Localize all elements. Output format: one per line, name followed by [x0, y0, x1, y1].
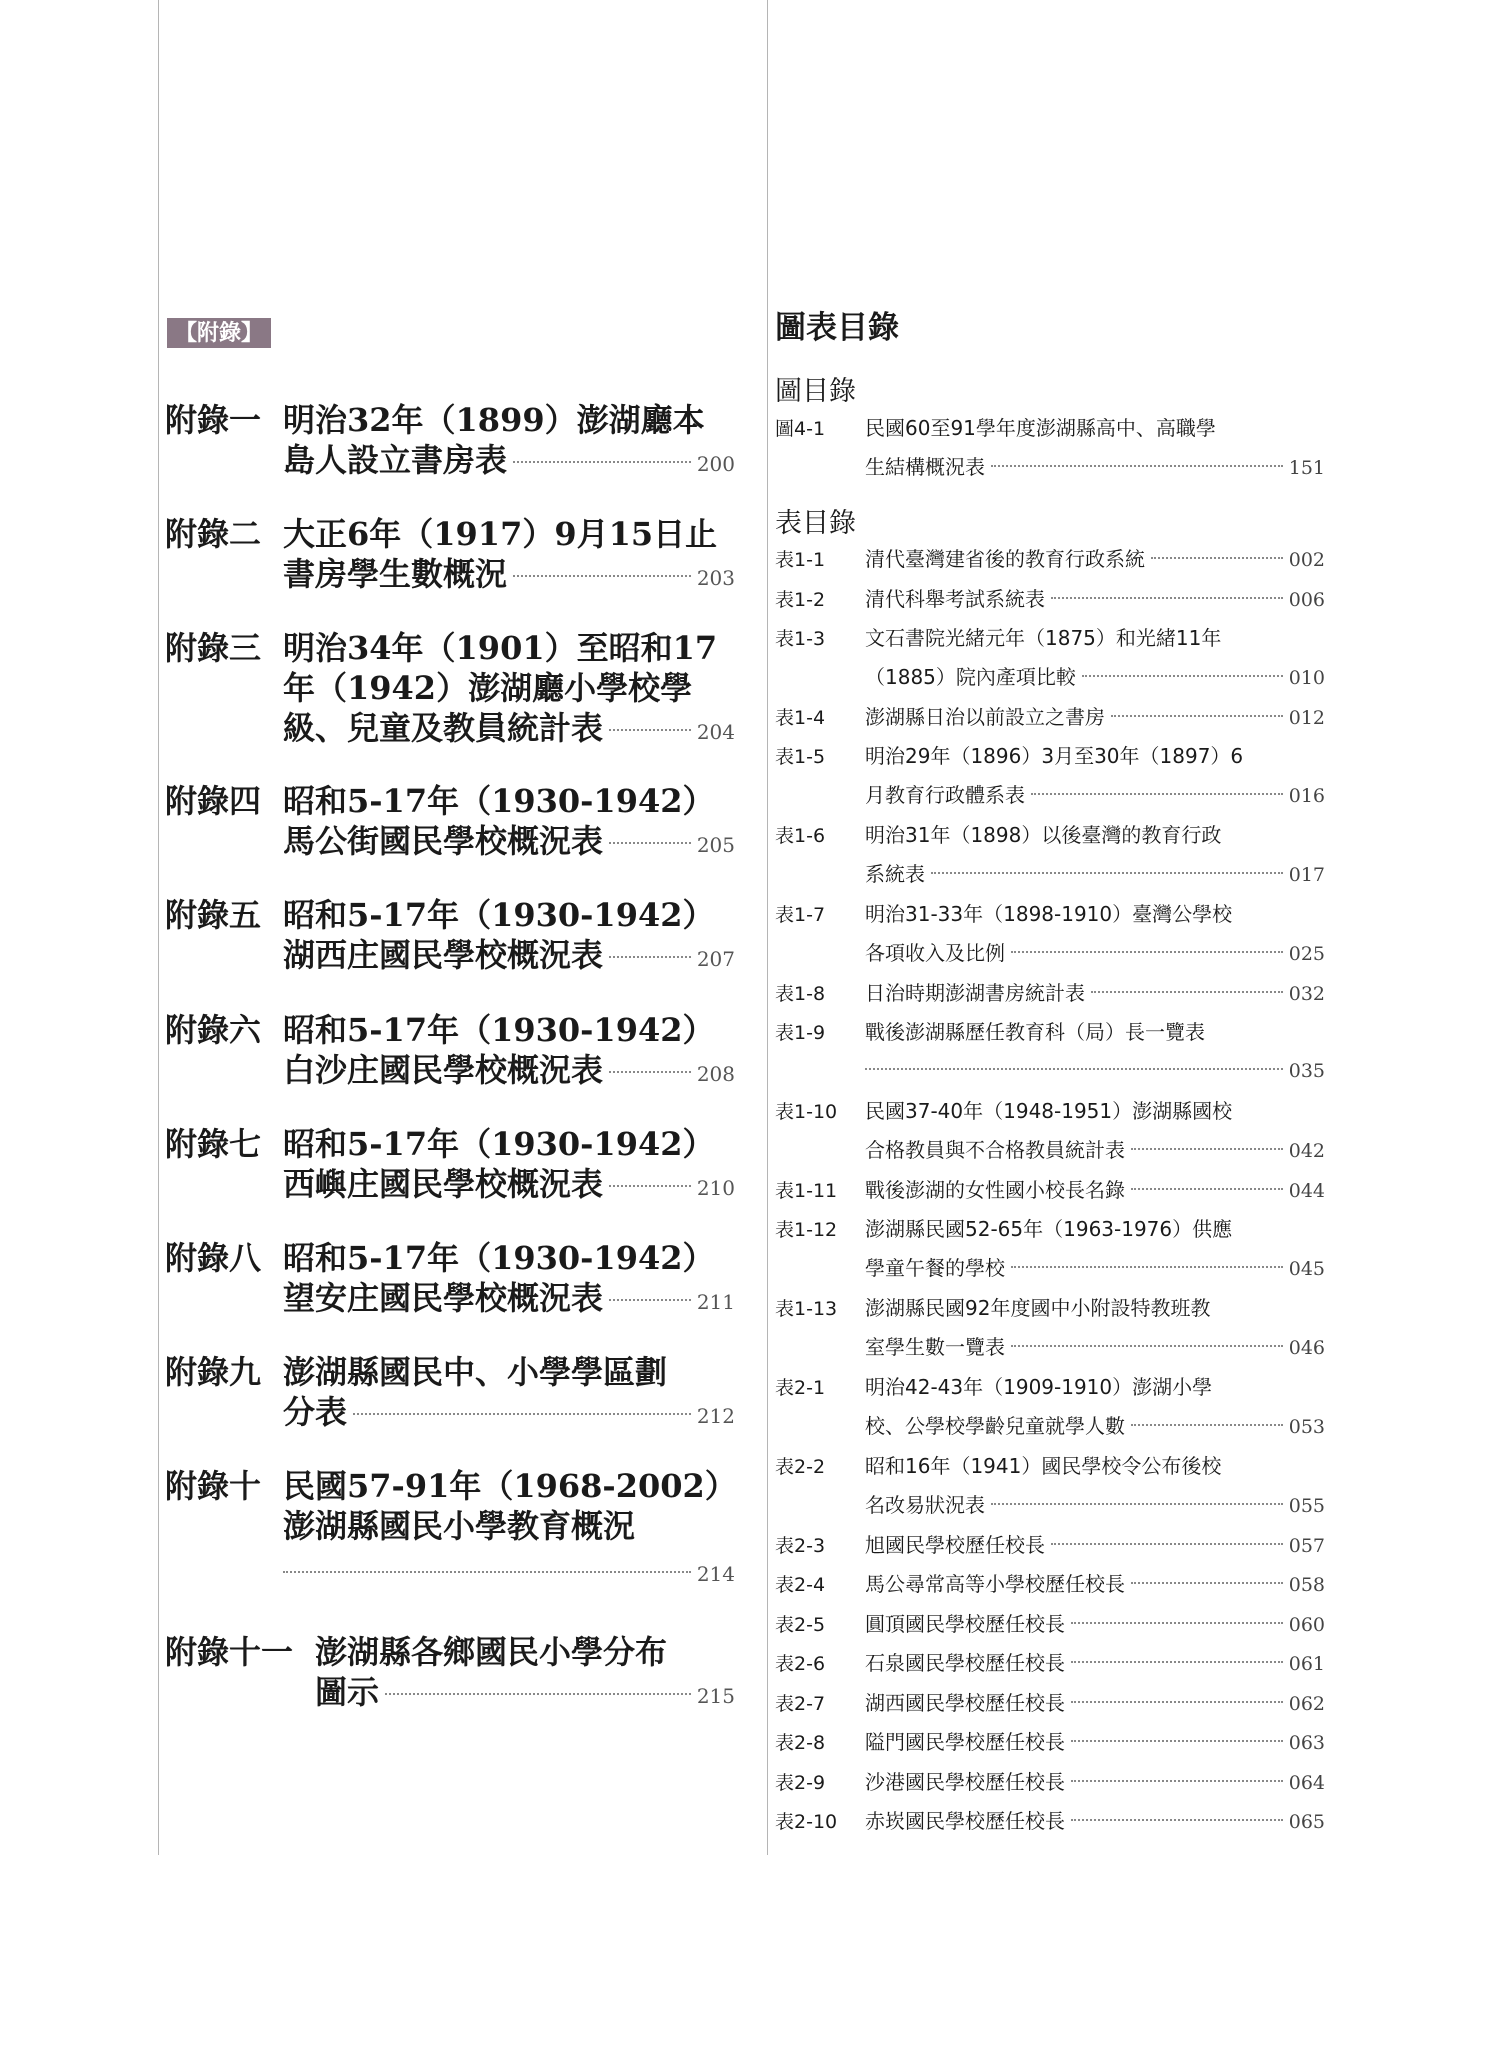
- entry-title-cont: 月教育行政體系表: [865, 783, 1025, 807]
- appendix-title-cont: 分表: [283, 1393, 348, 1431]
- appendix-entry[interactable]: [165, 1352, 735, 1436]
- toc-entry[interactable]: [775, 409, 1325, 449]
- figures-heading: 圖目錄: [775, 376, 856, 407]
- entry-title: 明治29年（1896）3月至30年（1897）6: [865, 744, 1244, 768]
- appendix-entry[interactable]: [165, 895, 735, 979]
- toc-entry[interactable]: [775, 1565, 1325, 1605]
- page-number: 010: [1288, 667, 1325, 689]
- appendix-title: 昭和5-17年（1930-1942）: [283, 782, 715, 820]
- toc-entry[interactable]: [775, 895, 1325, 935]
- entry-number: 表1-12: [775, 1219, 838, 1241]
- entry-title-cont: 合格教員與不合格教員統計表: [865, 1138, 1125, 1162]
- entry-title: 旭國民學校歷任校長: [865, 1533, 1045, 1557]
- entry-title: 澎湖縣日治以前設立之書房: [865, 705, 1105, 729]
- entry-title-cont: （1885）院內產項比較: [865, 665, 1076, 689]
- entry-number: 表2-3: [775, 1535, 826, 1557]
- page-number: 055: [1288, 1495, 1325, 1517]
- dot-leader: [1051, 1543, 1283, 1545]
- page-number: 017: [1288, 864, 1325, 886]
- page-number: 035: [1288, 1060, 1325, 1082]
- dot-leader: [1071, 1701, 1283, 1703]
- page-number: 064: [1288, 1772, 1325, 1794]
- dot-leader: [931, 872, 1283, 874]
- entry-number: 表1-8: [775, 983, 826, 1005]
- toc-entry[interactable]: [775, 737, 1325, 777]
- dot-leader: [513, 575, 691, 577]
- entry-title-cont: 學童午餐的學校: [865, 1256, 1005, 1280]
- toc-entry[interactable]: [775, 1289, 1325, 1329]
- page-number: 210: [696, 1176, 735, 1200]
- entry-title: 澎湖縣民國92年度國中小附設特教班教: [865, 1296, 1211, 1320]
- page-number: 032: [1288, 983, 1325, 1005]
- entry-title: 明治42-43年（1909-1910）澎湖小學: [865, 1375, 1213, 1399]
- appendix-title: 昭和5-17年（1930-1942）: [283, 1125, 715, 1163]
- entry-title: 圓頂國民學校歷任校長: [865, 1612, 1065, 1636]
- toc-entry[interactable]: [775, 1447, 1325, 1487]
- dot-leader: [1051, 597, 1283, 599]
- entry-title-cont: 各項收入及比例: [865, 941, 1005, 965]
- entry-title: 昭和16年（1941）國民學校令公布後校: [865, 1454, 1222, 1478]
- page-number: 012: [1288, 707, 1325, 729]
- appendix-title-cont: 馬公街國民學校概況表: [283, 822, 604, 860]
- entry-title: 澎湖縣民國52-65年（1963-1976）供應: [865, 1217, 1233, 1241]
- entry-number: 圖4-1: [775, 418, 826, 440]
- appendix-title-cont: 西嶼庄國民學校概況表: [283, 1165, 604, 1203]
- toc-entry-cont[interactable]: [775, 448, 1325, 488]
- appendix-label: 附錄四: [165, 782, 262, 820]
- page-number: 025: [1288, 943, 1325, 965]
- appendix-label: 附錄九: [165, 1353, 262, 1391]
- appendix-entry[interactable]: [165, 1466, 735, 1594]
- toc-entry[interactable]: [775, 1526, 1325, 1566]
- appendix-title-cont: 澎湖縣國民小學教育概況: [283, 1507, 636, 1545]
- appendix-section: [165, 318, 745, 1711]
- appendix-entry[interactable]: [165, 400, 735, 484]
- toc-entry-cont[interactable]: [775, 1407, 1325, 1447]
- dot-leader: [283, 1571, 691, 1573]
- entry-title: 隘門國民學校歷任校長: [865, 1730, 1065, 1754]
- toc-entry[interactable]: [775, 816, 1325, 856]
- entry-number: 表1-1: [775, 549, 826, 571]
- dot-leader: [1071, 1740, 1283, 1742]
- toc-entry[interactable]: [775, 1802, 1325, 1842]
- entry-number: 表1-4: [775, 707, 826, 729]
- toc-entry-cont[interactable]: [775, 1052, 1325, 1091]
- left-margin-rule: [158, 0, 159, 1855]
- entry-number: 表1-3: [775, 628, 826, 650]
- appendix-label: 附錄六: [165, 1011, 262, 1049]
- appendix-entry[interactable]: [165, 781, 735, 865]
- toc-entry-cont[interactable]: [775, 1131, 1325, 1171]
- dot-leader: [609, 1185, 691, 1187]
- entry-number: 表1-7: [775, 904, 826, 926]
- page-number: 214: [696, 1562, 735, 1586]
- entry-title: 赤崁國民學校歷任校長: [865, 1809, 1065, 1833]
- appendix-label: 附錄十一: [165, 1633, 294, 1671]
- page-number: 065: [1288, 1811, 1325, 1833]
- entry-title: 民國60至91學年度澎湖縣高中、高職學: [865, 416, 1216, 440]
- appendix-title: 明治32年（1899）澎湖廳本: [283, 401, 705, 439]
- dot-leader: [609, 842, 691, 844]
- appendix-label: 附錄三: [165, 629, 262, 667]
- dot-leader: [1151, 557, 1283, 559]
- dot-leader: [1011, 951, 1283, 953]
- page-number: 058: [1288, 1574, 1325, 1596]
- page-number: 215: [696, 1684, 735, 1708]
- dot-leader: [609, 1071, 691, 1073]
- dot-leader: [1071, 1780, 1283, 1782]
- appendix-title-cont: 湖西庄國民學校概況表: [283, 936, 604, 974]
- appendix-title: 大正6年（1917）9月15日止: [283, 515, 718, 553]
- toc-entry[interactable]: [775, 1644, 1325, 1684]
- appendix-entry[interactable]: [165, 514, 735, 598]
- dot-leader: [1111, 715, 1283, 717]
- dot-leader: [353, 1413, 691, 1415]
- appendix-title: 明治34年（1901）至昭和17: [283, 629, 718, 667]
- toc-entry[interactable]: [775, 540, 1325, 580]
- entry-title: 明治31年（1898）以後臺灣的教育行政: [865, 823, 1222, 847]
- entry-title: 明治31-33年（1898-1910）臺灣公學校: [865, 902, 1233, 926]
- appendix-title-cont: 書房學生數概況: [283, 555, 508, 593]
- entry-number: 表2-7: [775, 1693, 826, 1715]
- entry-number: 表1-6: [775, 825, 826, 847]
- appendix-label: 附錄五: [165, 896, 262, 934]
- page-number: 044: [1288, 1180, 1325, 1202]
- appendix-title-cont: 望安庄國民學校概況表: [283, 1279, 604, 1317]
- toc-entry-cont[interactable]: [775, 1486, 1325, 1526]
- dot-leader: [1011, 1266, 1283, 1268]
- appendix-label: 附錄一: [165, 401, 262, 439]
- dot-leader: [991, 1503, 1283, 1505]
- appendix-entry[interactable]: [165, 1238, 735, 1322]
- toc-title: 圖表目錄: [775, 310, 899, 346]
- entry-title: 馬公尋常高等小學校歷任校長: [865, 1572, 1125, 1596]
- entry-number: 表2-1: [775, 1377, 826, 1399]
- page-number: 045: [1288, 1258, 1325, 1280]
- toc-entry-cont[interactable]: [775, 658, 1325, 698]
- toc-entry-cont[interactable]: [775, 934, 1325, 974]
- page-number: 207: [696, 947, 735, 971]
- page-number: 042: [1288, 1140, 1325, 1162]
- page-number: 205: [696, 833, 735, 857]
- dot-leader: [1131, 1424, 1283, 1426]
- entry-title: 戰後澎湖的女性國小校長名錄: [865, 1178, 1125, 1202]
- page-number: 203: [696, 566, 735, 590]
- entry-title-cont: 校、公學校學齡兒童就學人數: [865, 1414, 1125, 1438]
- dot-leader: [609, 729, 691, 731]
- entry-title: 清代臺灣建省後的教育行政系統: [865, 547, 1145, 571]
- entry-number: 表1-11: [775, 1180, 838, 1202]
- page-number: 211: [696, 1290, 735, 1314]
- entry-title-cont: 生結構概況表: [865, 455, 985, 479]
- toc-entry-cont[interactable]: [775, 1328, 1325, 1368]
- appendix-title-cont: 圖示: [315, 1673, 380, 1711]
- appendix-entry[interactable]: [165, 1632, 735, 1716]
- appendix-entry[interactable]: [165, 1010, 735, 1094]
- appendix-label: 附錄二: [165, 515, 262, 553]
- entry-number: 表1-9: [775, 1022, 826, 1044]
- appendix-entry[interactable]: [165, 628, 735, 752]
- entry-title: 文石書院光緒元年（1875）和光緒11年: [865, 626, 1222, 650]
- toc-entry[interactable]: [775, 1210, 1325, 1250]
- toc-entry[interactable]: [775, 698, 1325, 738]
- toc-entry[interactable]: [775, 1763, 1325, 1803]
- toc-entry[interactable]: [775, 1723, 1325, 1763]
- dot-leader: [1091, 991, 1283, 993]
- toc-entry[interactable]: [775, 580, 1325, 620]
- page-number: 002: [1288, 549, 1325, 571]
- appendix-title: 昭和5-17年（1930-1942）: [283, 896, 715, 934]
- entry-title-cont: 系統表: [865, 862, 925, 886]
- entry-number: 表1-5: [775, 746, 826, 768]
- entry-title-cont: 室學生數一覽表: [865, 1335, 1005, 1359]
- appendix-title: 民國57-91年（1968-2002）: [283, 1467, 737, 1505]
- page-number: 046: [1288, 1337, 1325, 1359]
- appendix-title: 昭和5-17年（1930-1942）: [283, 1011, 715, 1049]
- page-number: 151: [1288, 457, 1325, 479]
- entry-title: 石泉國民學校歷任校長: [865, 1651, 1065, 1675]
- dot-leader: [1031, 793, 1283, 795]
- appendix-title-cont: 白沙庄國民學校概況表: [283, 1051, 604, 1089]
- dot-leader: [991, 465, 1283, 467]
- appendix-entry[interactable]: [165, 1124, 735, 1208]
- dot-leader: [865, 1068, 1283, 1070]
- toc-entry[interactable]: [775, 1368, 1325, 1408]
- entry-title: 日治時期澎湖書房統計表: [865, 981, 1085, 1005]
- appendix-title: 澎湖縣各鄉國民小學分布: [315, 1633, 668, 1671]
- toc-entry-cont[interactable]: [775, 855, 1325, 895]
- page-number: 057: [1288, 1535, 1325, 1557]
- dot-leader: [385, 1693, 691, 1695]
- appendix-title-cont: 級、兒童及教員統計表: [283, 709, 604, 747]
- entry-number: 表1-13: [775, 1298, 838, 1320]
- toc-entry[interactable]: [775, 1684, 1325, 1724]
- toc-entry[interactable]: [775, 974, 1325, 1014]
- tables-heading: 表目錄: [775, 508, 856, 539]
- appendix-label: 附錄七: [165, 1125, 262, 1163]
- entry-number: 表2-10: [775, 1811, 838, 1833]
- entry-number: 表2-5: [775, 1614, 826, 1636]
- page-number: 016: [1288, 785, 1325, 807]
- entry-title: 沙港國民學校歷任校長: [865, 1770, 1065, 1794]
- dot-leader: [1082, 675, 1283, 677]
- dot-leader: [1071, 1819, 1283, 1821]
- column-divider: [767, 0, 768, 1855]
- appendix-title: 澎湖縣國民中、小學學區劃: [283, 1353, 668, 1391]
- entry-number: 表2-4: [775, 1574, 826, 1596]
- dot-leader: [609, 1299, 691, 1301]
- page-number: 062: [1288, 1693, 1325, 1715]
- entry-title: 湖西國民學校歷任校長: [865, 1691, 1065, 1715]
- page-number: 212: [696, 1404, 735, 1428]
- entry-number: 表2-2: [775, 1456, 826, 1478]
- dot-leader: [1071, 1622, 1283, 1624]
- appendix-title-cont: 年（1942）澎湖廳小學校學: [283, 669, 693, 707]
- dot-leader: [609, 956, 691, 958]
- dot-leader: [1131, 1148, 1283, 1150]
- page-number: 208: [696, 1062, 735, 1086]
- toc-entry[interactable]: [775, 1605, 1325, 1645]
- dot-leader: [1071, 1661, 1283, 1663]
- entry-number: 表2-8: [775, 1732, 826, 1754]
- entry-title: 清代科舉考試系統表: [865, 587, 1045, 611]
- page-number: 061: [1288, 1653, 1325, 1675]
- page-number: 204: [696, 720, 735, 744]
- entry-title: 民國37-40年（1948-1951）澎湖縣國校: [865, 1099, 1233, 1123]
- toc-entry-cont[interactable]: [775, 1249, 1325, 1289]
- toc-entry-cont[interactable]: [775, 776, 1325, 816]
- appendix-badge: 【附錄】: [167, 318, 271, 348]
- entry-number: 表1-2: [775, 589, 826, 611]
- entry-title: 戰後澎湖縣歷任教育科（局）長一覽表: [865, 1020, 1205, 1044]
- appendix-label: 附錄八: [165, 1239, 262, 1277]
- entry-number: 表2-9: [775, 1772, 826, 1794]
- page-number: 060: [1288, 1614, 1325, 1636]
- entry-title-cont: 名改易狀況表: [865, 1493, 985, 1517]
- toc-entry[interactable]: [775, 1092, 1325, 1132]
- entry-number: 表1-10: [775, 1101, 838, 1123]
- toc-entry[interactable]: [775, 1171, 1325, 1211]
- page-number: 006: [1288, 589, 1325, 611]
- page-number: 200: [696, 452, 735, 476]
- appendix-label: 附錄十: [165, 1467, 262, 1505]
- dot-leader: [1131, 1188, 1283, 1190]
- appendix-title: 昭和5-17年（1930-1942）: [283, 1239, 715, 1277]
- dot-leader: [1011, 1345, 1283, 1347]
- dot-leader: [513, 461, 691, 463]
- toc-entry[interactable]: [775, 619, 1325, 659]
- page-number: 053: [1288, 1416, 1325, 1438]
- toc-entry[interactable]: [775, 1013, 1325, 1053]
- dot-leader: [1131, 1582, 1283, 1584]
- page-number: 063: [1288, 1732, 1325, 1754]
- appendix-title-cont: 島人設立書房表: [283, 441, 508, 479]
- entry-number: 表2-6: [775, 1653, 826, 1675]
